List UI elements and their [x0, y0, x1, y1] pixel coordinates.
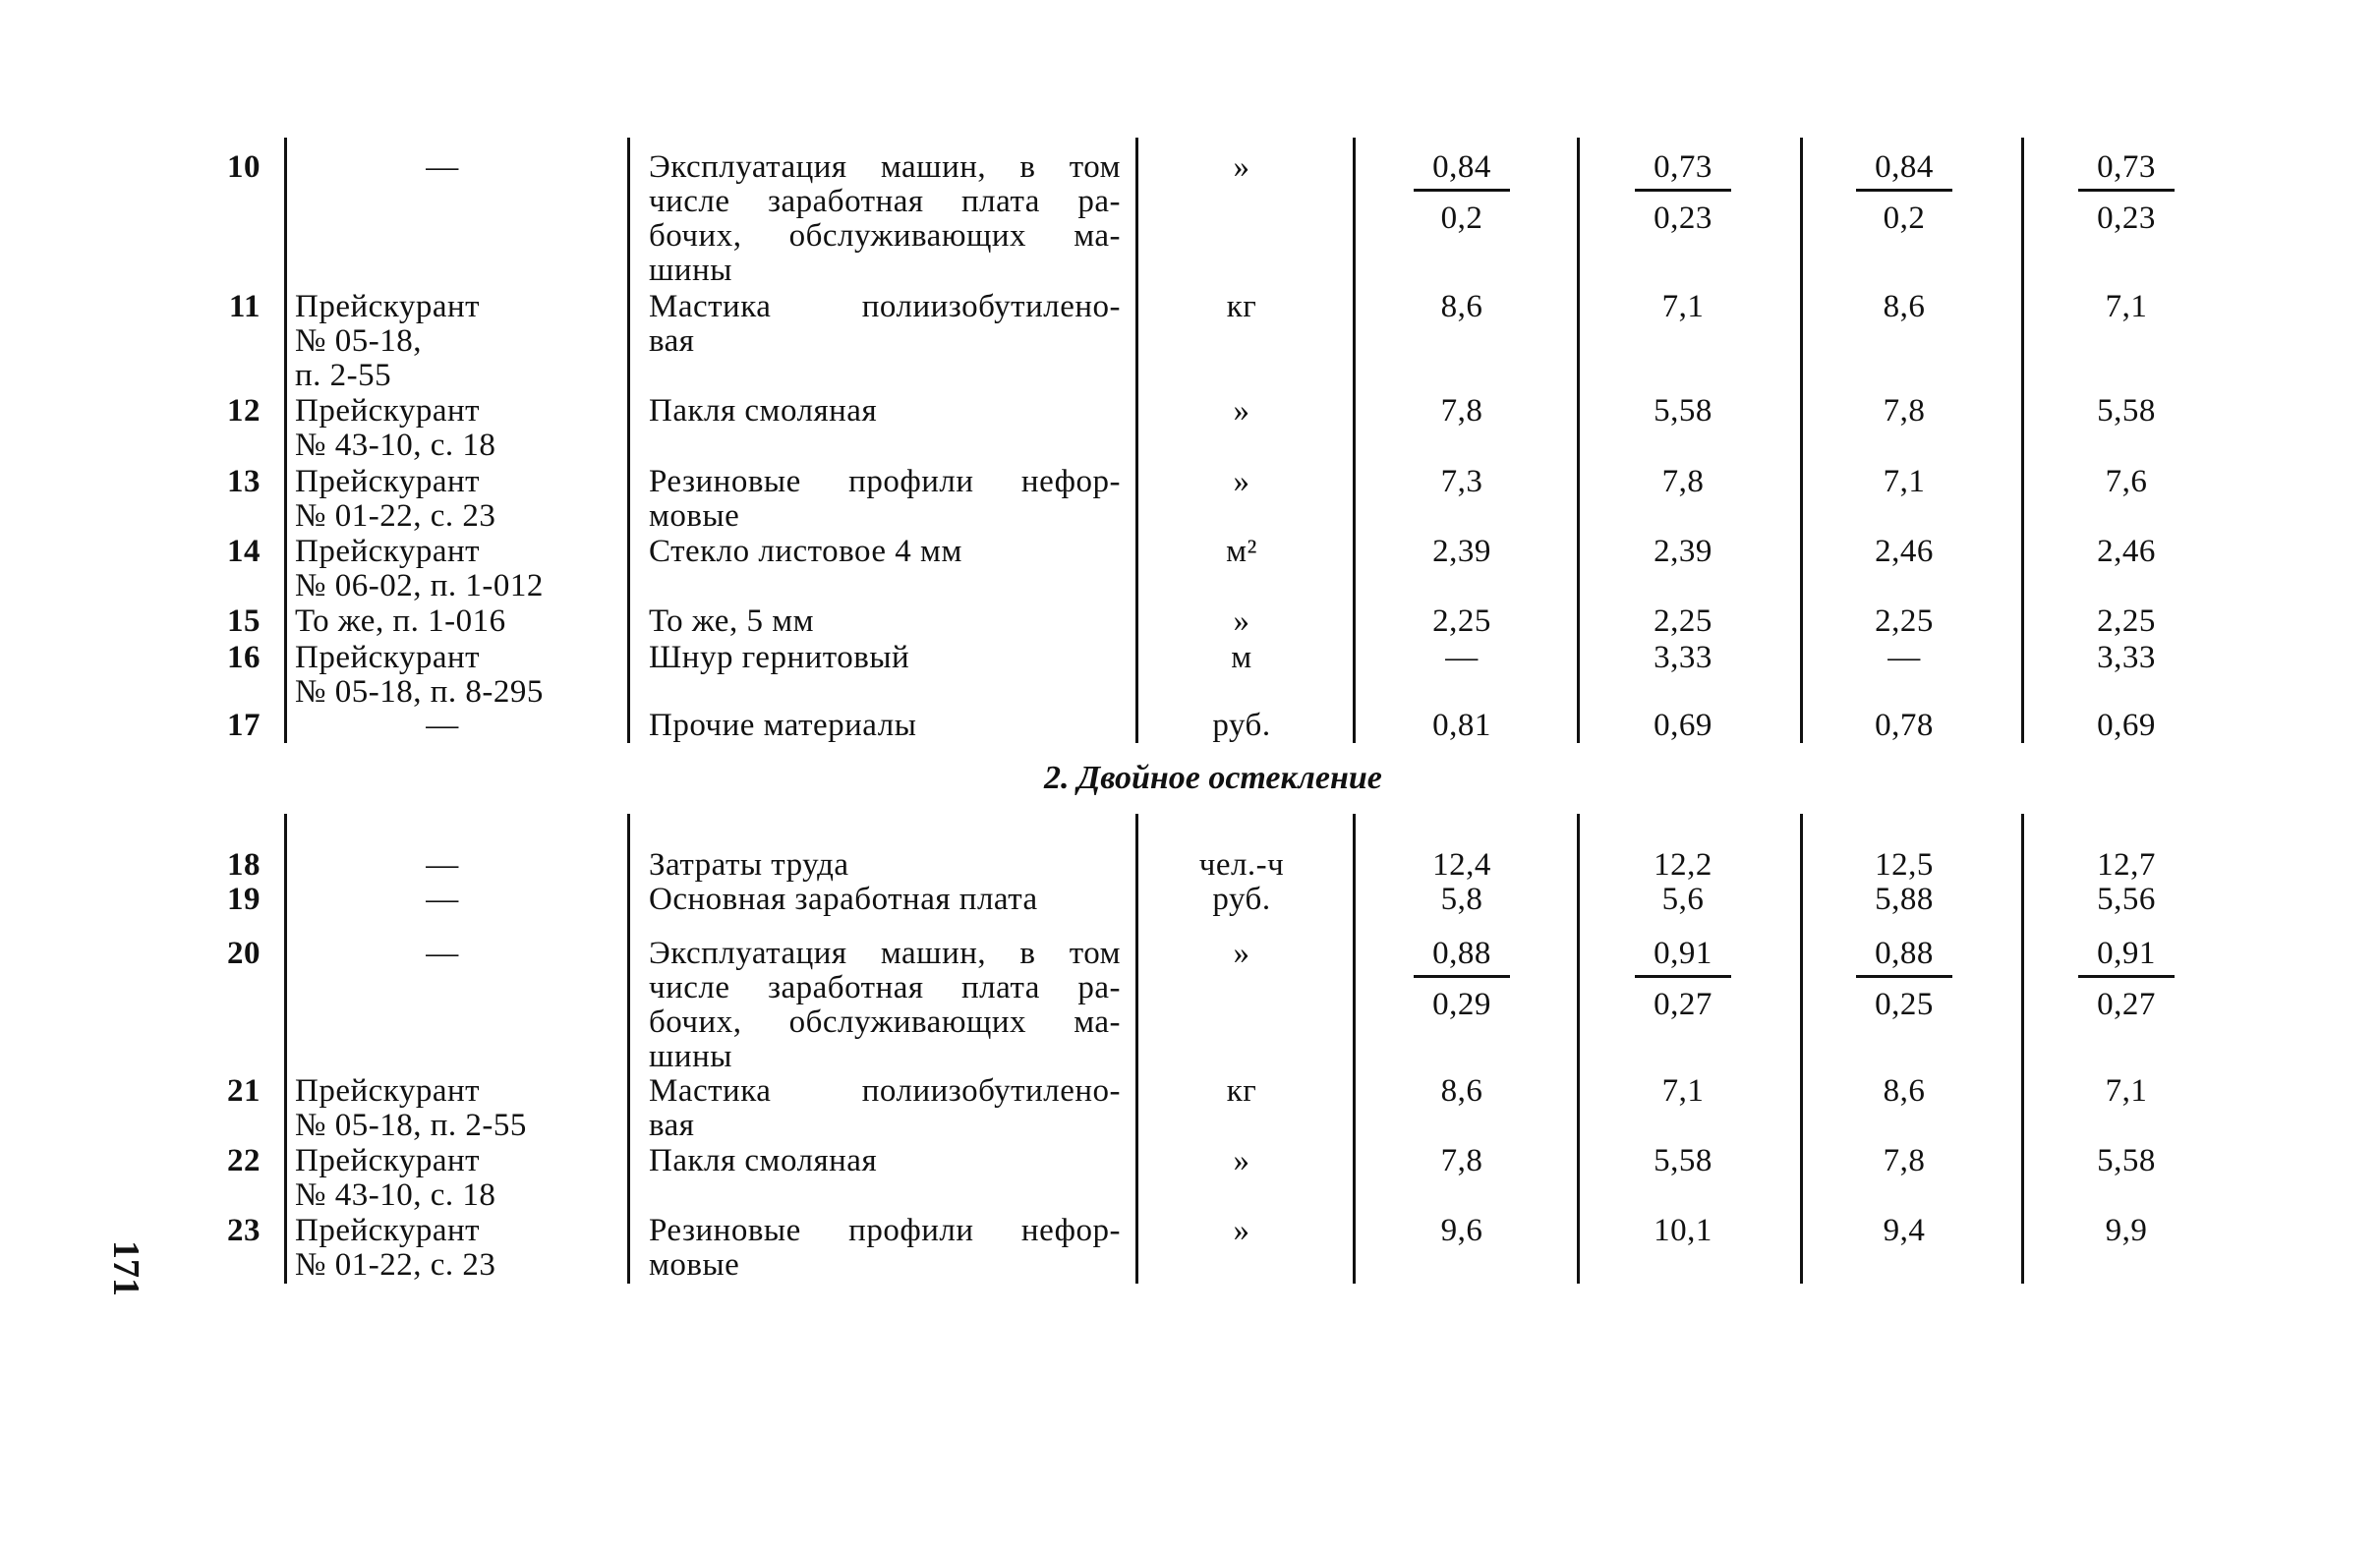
source-line: № 01-22, с. 23 [295, 1247, 496, 1283]
value-numerator: 0,88 [1875, 936, 1934, 971]
fraction-line [1856, 975, 1952, 978]
value-cell: 5,58 [1654, 1143, 1712, 1178]
value-cell: 7,1 [2105, 1073, 2148, 1109]
source-line: — [426, 847, 459, 883]
name-line: вая [649, 1108, 695, 1143]
value-cell: 8,6 [1440, 1073, 1483, 1109]
row-number: 16 [227, 640, 261, 675]
fraction-line [1635, 975, 1731, 978]
source-line: Прейскурант [295, 464, 481, 499]
source-line: То же, п. 1-016 [295, 603, 506, 639]
row-number: 13 [227, 464, 261, 499]
value-denominator: 0,2 [1440, 201, 1483, 236]
column-rule [627, 814, 630, 1284]
value-cell: 5,6 [1661, 882, 1705, 917]
unit-cell: руб. [1212, 882, 1271, 917]
value-denominator: 0,23 [1654, 201, 1712, 236]
row-number: 15 [227, 603, 261, 639]
source-line: № 43-10, с. 18 [295, 1177, 496, 1213]
value-cell: 5,58 [1654, 393, 1712, 429]
name-line: Эксплуатация машин, в том [649, 149, 1121, 185]
column-rule [1135, 138, 1138, 743]
value-cell: 2,39 [1432, 534, 1491, 569]
value-cell: 5,58 [2097, 393, 2156, 429]
value-cell: 2,39 [1654, 534, 1712, 569]
row-number: 17 [227, 708, 261, 743]
name-line: Пакля смоляная [649, 1143, 878, 1178]
column-rule [1135, 814, 1138, 1284]
fraction-line [1635, 189, 1731, 192]
name-line: Мастика полиизобутилено- [649, 289, 1121, 324]
unit-cell: чел.-ч [1198, 847, 1285, 883]
fraction-line [2078, 189, 2175, 192]
source-line: — [426, 149, 459, 185]
value-cell: 7,8 [1883, 393, 1926, 429]
value-cell: 0,78 [1875, 708, 1934, 743]
value-cell: 7,8 [1661, 464, 1705, 499]
value-denominator: 0,25 [1875, 987, 1934, 1022]
fraction-line [1414, 189, 1510, 192]
row-number: 10 [227, 149, 261, 185]
value-cell: 2,25 [1654, 603, 1712, 639]
name-line: Резиновые профили нефор- [649, 464, 1121, 499]
row-number: 19 [227, 882, 261, 917]
value-denominator: 0,2 [1883, 201, 1926, 236]
source-line: — [426, 708, 459, 743]
unit-cell: м [1231, 640, 1252, 675]
name-line: Прочие материалы [649, 708, 917, 743]
row-number: 23 [227, 1213, 261, 1248]
unit-cell: руб. [1212, 708, 1271, 743]
value-denominator: 0,29 [1432, 987, 1491, 1022]
column-rule [2021, 138, 2024, 743]
source-line: Прейскурант [295, 534, 481, 569]
unit-cell: м² [1226, 534, 1257, 569]
name-line: бочих, обслуживающих ма- [649, 218, 1121, 254]
name-line: Основная заработная плата [649, 882, 1038, 917]
name-line: Затраты труда [649, 847, 849, 883]
name-line: мовые [649, 498, 740, 534]
value-cell: 7,3 [1440, 464, 1483, 499]
value-cell: 12,4 [1432, 847, 1491, 883]
source-line: Прейскурант [295, 1073, 481, 1109]
column-rule [1577, 138, 1580, 743]
value-numerator: 0,84 [1875, 149, 1934, 185]
source-line: Прейскурант [295, 640, 481, 675]
value-cell: 0,81 [1432, 708, 1491, 743]
value-cell: 12,7 [2097, 847, 2156, 883]
name-line: шины [649, 1039, 732, 1074]
name-line: Мастика полиизобутилено- [649, 1073, 1121, 1109]
unit-cell: кг [1226, 1073, 1257, 1109]
page-number: 171 [105, 1240, 146, 1296]
value-numerator: 0,88 [1432, 936, 1491, 971]
unit-cell: » [1233, 393, 1250, 429]
value-cell: 7,1 [1661, 289, 1705, 324]
value-cell: 3,33 [1654, 640, 1712, 675]
source-line: — [426, 882, 459, 917]
row-number: 22 [227, 1143, 261, 1178]
value-cell: 5,8 [1440, 882, 1483, 917]
value-numerator: 0,84 [1432, 149, 1491, 185]
unit-cell: » [1233, 149, 1250, 185]
name-line: Эксплуатация машин, в том [649, 936, 1121, 971]
row-number: 12 [227, 393, 261, 429]
name-line: числе заработная плата ра- [649, 184, 1121, 219]
unit-cell: » [1233, 1143, 1250, 1178]
value-cell: 9,9 [2105, 1213, 2148, 1248]
column-rule [284, 814, 287, 1284]
source-line: Прейскурант [295, 1213, 481, 1248]
value-cell: 7,1 [1661, 1073, 1705, 1109]
value-numerator: 0,91 [2097, 936, 2156, 971]
name-line: Резиновые профили нефор- [649, 1213, 1121, 1248]
value-denominator: 0,27 [1654, 987, 1712, 1022]
row-number: 20 [227, 936, 261, 971]
name-line: шины [649, 253, 732, 288]
value-cell: 5,88 [1875, 882, 1934, 917]
unit-cell: » [1233, 464, 1250, 499]
value-denominator: 0,27 [2097, 987, 2156, 1022]
value-cell: 2,46 [1875, 534, 1934, 569]
name-line: Стекло листовое 4 мм [649, 534, 962, 569]
source-line: № 43-10, с. 18 [295, 428, 496, 463]
name-line: мовые [649, 1247, 740, 1283]
value-cell: 2,25 [1432, 603, 1491, 639]
source-line: Прейскурант [295, 1143, 481, 1178]
column-rule [1353, 138, 1356, 743]
value-cell: 7,1 [1883, 464, 1926, 499]
value-cell: 5,56 [2097, 882, 2156, 917]
source-line: № 06-02, п. 1-012 [295, 568, 544, 603]
value-cell: 5,58 [2097, 1143, 2156, 1178]
fraction-line [1856, 189, 1952, 192]
name-line: вая [649, 323, 695, 359]
name-line: числе заработная плата ра- [649, 970, 1121, 1005]
source-line: Прейскурант [295, 393, 481, 429]
value-cell: 3,33 [2097, 640, 2156, 675]
row-number: 21 [227, 1073, 261, 1109]
row-number: 11 [228, 289, 261, 324]
value-cell: 7,8 [1883, 1143, 1926, 1178]
name-line: бочих, обслуживающих ма- [649, 1004, 1121, 1040]
value-cell: 8,6 [1883, 1073, 1926, 1109]
fraction-line [2078, 975, 2175, 978]
fraction-line [1414, 975, 1510, 978]
value-cell: 7,8 [1440, 393, 1483, 429]
value-denominator: 0,23 [2097, 201, 2156, 236]
source-line: № 05-18, [295, 323, 422, 359]
value-cell: 2,25 [2097, 603, 2156, 639]
row-number: 14 [227, 534, 261, 569]
value-numerator: 0,91 [1654, 936, 1712, 971]
value-cell: 9,6 [1440, 1213, 1483, 1248]
value-cell: 7,6 [2105, 464, 2148, 499]
value-cell: 7,1 [2105, 289, 2148, 324]
section-title: 2. Двойное остекление [1044, 760, 1382, 796]
column-rule [1800, 814, 1803, 1284]
name-line: Пакля смоляная [649, 393, 878, 429]
value-cell: 8,6 [1883, 289, 1926, 324]
value-cell: 2,46 [2097, 534, 2156, 569]
column-rule [1353, 814, 1356, 1284]
value-cell: 2,25 [1875, 603, 1934, 639]
column-rule [627, 138, 630, 743]
column-rule [2021, 814, 2024, 1284]
column-rule [284, 138, 287, 743]
source-line: — [426, 936, 459, 971]
column-rule [1577, 814, 1580, 1284]
value-cell: 9,4 [1883, 1213, 1926, 1248]
value-cell: 7,8 [1440, 1143, 1483, 1178]
value-cell: — [1445, 640, 1479, 675]
value-cell: 10,1 [1654, 1213, 1712, 1248]
unit-cell: » [1233, 936, 1250, 971]
value-cell: 8,6 [1440, 289, 1483, 324]
name-line: Шнур гернитовый [649, 640, 910, 675]
unit-cell: » [1233, 603, 1250, 639]
value-cell: 0,69 [1654, 708, 1712, 743]
value-numerator: 0,73 [1654, 149, 1712, 185]
column-rule [1800, 138, 1803, 743]
source-line: № 01-22, с. 23 [295, 498, 496, 534]
value-cell: 0,69 [2097, 708, 2156, 743]
source-line: № 05-18, п. 8-295 [295, 674, 544, 710]
unit-cell: » [1233, 1213, 1250, 1248]
value-numerator: 0,73 [2097, 149, 2156, 185]
value-cell: — [1887, 640, 1921, 675]
source-line: № 05-18, п. 2-55 [295, 1108, 527, 1143]
row-number: 18 [227, 847, 261, 883]
source-line: п. 2-55 [295, 358, 392, 393]
unit-cell: кг [1226, 289, 1257, 324]
value-cell: 12,5 [1875, 847, 1934, 883]
value-cell: 12,2 [1654, 847, 1712, 883]
name-line: То же, 5 мм [649, 603, 814, 639]
source-line: Прейскурант [295, 289, 481, 324]
